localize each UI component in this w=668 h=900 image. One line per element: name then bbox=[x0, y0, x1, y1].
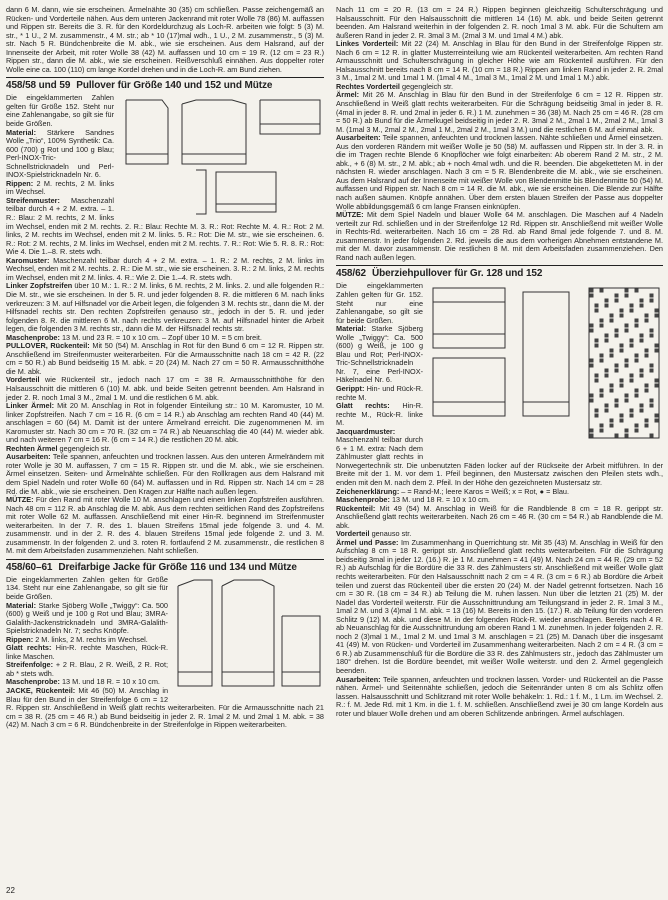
pattern-cell bbox=[600, 319, 604, 323]
lv-label: Linkes Vorderteil: bbox=[336, 39, 399, 49]
pattern-cell bbox=[630, 374, 634, 378]
pattern-cell bbox=[605, 299, 609, 303]
pattern-cell bbox=[610, 389, 614, 393]
ausarb-label: Ausarbeiten: bbox=[336, 133, 381, 143]
s1-intro-text: Die eingeklammerten Zahlen gelten für Größe 152. Steht nur eine Zahlenangabe, so gilt sie für beide Größen. bbox=[6, 93, 114, 129]
pattern-cell bbox=[640, 374, 644, 378]
pattern-cell bbox=[645, 424, 649, 428]
muetze-label: MÜTZE: bbox=[336, 210, 364, 220]
muetze-label: MÜTZE: bbox=[6, 495, 34, 505]
pattern-cell bbox=[650, 364, 654, 368]
pattern-cell bbox=[645, 314, 649, 318]
jacquard-label: Jacquardmuster: bbox=[336, 426, 396, 436]
gerippt-label: Gerippt: bbox=[336, 383, 365, 393]
jacke-label: JACKE, Rückenteil: bbox=[6, 686, 76, 696]
section-heading-458-62 bbox=[336, 268, 663, 279]
ruecken-text: Mit 50 (54) M. Anschlag in Rot für den Bund 6 cm = 12 R. Rippen str. Anschließend im Streifenmuster weiterarbeiten. Für die Armausschnitte nach 18 cm = 42 R. (22 cm = 50 R.) ab Bund beidseitig 15 M. abk. = 20 (24) M. Nach 27 cm = 50 R. Armausschnitthöhe die M. abk. bbox=[6, 341, 324, 376]
glatt-text: Hin-R. rechte Maschen, Rück-R. linke Maschen. bbox=[6, 643, 168, 661]
rueck-label: Rückenteil: bbox=[336, 503, 376, 513]
rechter-text: gegengleich str. bbox=[59, 443, 111, 453]
pattern-cell bbox=[650, 299, 654, 303]
pattern-cell bbox=[620, 344, 624, 348]
lv-text: Mit 22 (24) M. Anschlag in Blau für den Bund in der Streifenfolge Rippen str. Nach 6 cm = 12 R. in glatter Musterreinteilung wie am Rückenteil weiterarbeiten. Am rechten Rand Armausschnitt und Schulterschrägung in gleicher Höhe wie am Rückenteil ausführen. Für den Halsausschnitt bereits nach 8 cm = 14 R. (10 cm = 18 R.) Rippen am linken Rand in jeder 2. R. 2mal 3 M., 1mal 2 M. und 1mal 1 M. (1mal 4 M., 1mal 3 M., 1mal 2 M. und 1mal 1 M.) abk. bbox=[336, 39, 664, 83]
pullover-schematic-diagram bbox=[120, 94, 324, 218]
pattern-cell bbox=[610, 419, 614, 423]
pattern-cell bbox=[595, 339, 599, 343]
pattern-cell bbox=[630, 379, 634, 383]
vorder-label: Vorderteil bbox=[6, 375, 40, 385]
pattern-cell bbox=[645, 384, 649, 388]
pattern-grid bbox=[589, 288, 659, 438]
aermel-label: Ärmel: bbox=[336, 90, 360, 100]
pattern-cell bbox=[635, 429, 639, 433]
pattern-cell bbox=[650, 434, 654, 438]
pattern-cell bbox=[605, 404, 609, 408]
glatt-label: Glatt rechts: bbox=[6, 643, 52, 653]
s3-intro-text: Die eingeklammerten Zahlen gelten für Gr. 152. Steht nur eine Zahlenangabe, so gilt sie für beide Größen. bbox=[336, 281, 423, 325]
pattern-cell bbox=[600, 394, 604, 398]
pattern-cell bbox=[645, 389, 649, 393]
pattern-cell bbox=[610, 384, 614, 388]
pattern-cell bbox=[625, 399, 629, 403]
pattern-cell bbox=[635, 324, 639, 328]
pattern-cell bbox=[610, 314, 614, 318]
pattern-cell bbox=[610, 424, 614, 428]
pattern-cell bbox=[635, 389, 639, 393]
section-title: Dreifarbige Jacke für Größe 116 und 134 und Mütze bbox=[58, 561, 297, 573]
jacquard-pattern-marks bbox=[590, 289, 659, 438]
pattern-cell bbox=[595, 309, 599, 313]
pattern-cell bbox=[620, 414, 624, 418]
pattern-cell bbox=[650, 404, 654, 408]
armel-text: Im Zusammenhang in Querrichtung str. Mit 35 (43) M. Anschlag in Weiß für den Aufschlag 8 cm = 18 R. gerippt str. Anschließend glatt rechts weiterarbeiten. Für die Schrägung beidseitig 3mal in jeder 12. (16.) R. je 1 M. zunehmen = 41 (49) M. Nach 24 cm = 44 R. (29 cm = 52 R.) ab Aufschlag für die Bordüre die 33 R. des Zählmusters str. Anschließend mit weißer Wolle glatt rechts weiterarbeiten. Für den Halsausschnitt nach 2 cm = 4 R. (3 cm = 6 R.) ab Bordüre die Arbeit teilen und zuerst das Rückenteil über die ersten 20 (24) M. der Nadel getrennt fortsetzen. Nach 16 cm = 30 R. (18 cm = 34 R.) ab Teilung die M. ruhen lassen. Nun über die letzten 21 (25) M. der Nadel das Vorderteil weiterstr. Für die Ausschnittrundung am Teilungsrand in jeder 2. R. 1mal 3 M., 1mal 2 M. und 3 (4)mal 1 M. abk. = 13 (16) M. Bereits in den 15. (17.) R. ab Teilung für den vorderen Schlitz 9 (12) M. abk. und diese M. in der folgenden Rück-R. wieder anschlagen. Bereits nach 4 R. ab Neuanschlag für die Ausschnittrundung am oberen Rand 1 M. zunehmen. In jeder folgenden 2. R. noch 2 (3)mal 1 M., 1mal 2 M. und 1mal 3 M. anschlagen = 21 (25) M. Danach über die insgesamt 41 (49) M. von Rücken- und Vorderteil im Zusammenhang weiterarbeiten. Nach 2 cm = 4 R. (3 cm = 6 R.) ab Zusammenschluß für die Bordüre die 33 R. des Zählmusters str., jedoch das Zählmuster um 180° drehen. Ist die Bordüre beendet, mit weißer Wolle weiterstr. und den 2. Ärmel gegengleich beenden. bbox=[336, 537, 663, 676]
streifen-text: Maschenzahl teilbar durch 4 + 2 M. extra. – 1. R.: Blau: 2 M. rechts, 2 M. links im Wechsel, enden mit 2 M. rechts. 2. R.: Blau: Rechte M. 3. R.: Rot: Rechte M. 4. R.: Rot: 2 M. links, 2 M. rechts im Wechsel, enden mit 2 M. links. 5. R.: Rot: Die M. str., wie sie erscheinen. 6. R.: Rot: 2 M. rechts, 2 M. links im Wechsel, enden mit 2 M. rechts. 7. R.: Rot: Wie 5. R. 8. R.: Rot: Wie 4. Die 1.–8. R. stets wdh. bbox=[6, 195, 324, 257]
pattern-cell bbox=[630, 304, 634, 308]
pattern-cell bbox=[610, 354, 614, 358]
page-number: 22 bbox=[6, 886, 15, 895]
karo-text: Maschenzahl teilbar durch 4 + 2 M. extra. – 1. R.: 2 M. rechts, 2 M. links im Wechsel, enden mit 2 M. rechts. 2. R.: Die M. str., wie sie erscheinen. 3. R.: 2 M. links, 2 M. rechts im Wechsel, enden mit 2 M. links. 4. R.: Wie 2. Die 1.–4. R. stets wdh. bbox=[6, 255, 325, 282]
material-text: Starke Sjöberg Wolle „Twiggy“: Ca. 500 (600) g Weiß und je 100 g Rot und Blau; 3MRA-Galalith-Jackenstricknadeln und 3MRA-Galalith-Spielstricknadeln Nr. 7; sechs Knöpfe. bbox=[6, 600, 168, 636]
ausarb-text: Teile spannen, anfeuchten und trocknen lassen. Vorder- und Rückenteil an die Passe nähen. Ärmel- und Seitennähte schließen, jedoch die Seitenränder unten 8 cm als Schlitz offen lassen. Halsausschnitt und Schlitzrand mit roter Wolle behäkeln: 1. Rd.: 1 f. M., 1 Lm. im Wechsel. 2. R.: f. M. Jede Rd. mit 1 Km. in die 1. f. M. schließen. Anschließend zwei je 30 cm lange Kordeln aus roter und blauer Wolle drehen und am oberen Schlitzende anbringen. Ärmel aufschlagen. bbox=[336, 674, 663, 718]
pattern-cell bbox=[650, 399, 654, 403]
pattern-cell bbox=[625, 394, 629, 398]
jacquard-text: Maschenzahl teilbar durch 6 + 1 M. extra: Nach dem Zählmuster glatt rechts in Norwegertechnik str. Die unbenutzten Fäden locker auf der Rückseite der Arbeit mitführen. In der Breite mit der 1. M. vor dem 1. Pfeil beginnen, den Mustersatz zwischen den Pfeilen stets wdh., enden mit den M. nach dem 2. Pfeil. In der Höhe den gezeichneten Mustersatz str. bbox=[336, 435, 663, 487]
streifen-label: Streifenmuster: bbox=[6, 195, 60, 205]
pattern-cell bbox=[590, 359, 594, 363]
pattern-cell bbox=[590, 324, 594, 328]
jacket-schematic-diagram bbox=[174, 576, 324, 696]
ruecken-label: PULLOVER, Rückenteil: bbox=[6, 341, 90, 351]
left-intro-text: dann 6 M. dann, wie sie erscheinen. Ärmelnähte 30 (35) cm schließen. Passe zeichengemäß an Rücken- und Vorderteile nähen. Aus dem unteren Jackenrand mit roter Wolle 78 (86) M. auffassen und Rippen str. Bereits die 3. R. für den Kordeldurchzug als Loch-R. arbeiten wie folgt: 5 (3) M. str., * 1 U., 2 M. zusammenstr., 4 M. str.; ab * 10 (17)mal wdh., 1 U., 2 M. zusammenstr., 5 (3) M. str. Nach 5 R. Bündchenbreite die M. abk., wie sie erscheinen. Aus dem Halsrand, auf der Innenseite der Arbeit, mit roter Wolle 38 (42) M. auffassen und 10 cm = 19 R. (12 cm = 23 R.) Rippen str., dann die M. abk., wie sie erscheinen. Reißverschluß einnähen. Aus doppelter roter Wolle eine ca. 100 (110) cm lange Kordel drehen und in die Loch-R. am Bund ziehen. bbox=[6, 5, 324, 74]
rippen-text: 2 M. rechts, 2 M. links im Wechsel. bbox=[6, 178, 114, 197]
section-heading-458-60 bbox=[6, 562, 324, 573]
pattern-cell bbox=[600, 389, 604, 393]
armel-label: Ärmel und Passe: bbox=[336, 537, 399, 547]
pattern-cell bbox=[625, 294, 629, 298]
section-divider bbox=[336, 265, 663, 266]
rv-label: Rechtes Vorderteil bbox=[336, 81, 400, 91]
pattern-cell bbox=[610, 319, 614, 323]
vorder-label: Vorderteil bbox=[336, 529, 370, 539]
pattern-cell bbox=[600, 424, 604, 428]
pattern-cell bbox=[655, 414, 659, 418]
pattern-cell bbox=[650, 369, 654, 373]
pattern-cell bbox=[620, 379, 624, 383]
section-number: 458/58 und 59 bbox=[6, 80, 71, 92]
rueck-text: Mit 49 (54) M. Anschlag in Weiß für die Randblende 8 cm = 18 R. gerippt str. Anschließend glatt rechts weiterarbeiten. Nach 26 cm = 46 R. (30 cm = 54 R.) ab Randblende die M. abk. bbox=[336, 503, 663, 530]
glatt-label: Glatt rechts: bbox=[336, 401, 390, 411]
muetze-text: Für den Rand mit roter Wolle 10 M. anschlagen und einen linken Zopfstreifen ausführen. Nach 48 cm = 112 R. ab Anschlag die M. abk. Aus dem rechten seitlichen Rand des Zopfstreifens mit roter Wolle 62 M. auffassen. Anschließend mit einer Hin-R. beginnend im Streifenmuster weiterarbeiten. In der 7. R. des 1. blauen Streifens 15mal jede folgende 3. und 4. M. zusammenstr. und in der 2. R. des 4. blauen Streifens 15mal jede folgende 2. und 3. M. zusammenstr. In der folgenden 2. und 3. roten R. fortlaufend 2 M. zusammenstr., die restlichen 8 M. mit dem Arbeitsfaden zusammenziehen. Naht schließen. bbox=[6, 495, 324, 556]
streifen-text: + 2 R. Blau, 2 R. Weiß, 2 R. Rot; ab * stets wdh. bbox=[6, 660, 168, 678]
pattern-cell bbox=[600, 359, 604, 363]
muetze-text: Mit dem Spiel Nadeln und blauer Wolle 64 M. anschlagen. Die Maschen auf 4 Nadeln verteilt zur Rd. schließen und in der Streifenfolge 12 Rd. Rippen str. Anschließend mit weißer Wolle in Rechts-Rd. weiterarbeiten. Nach 16 cm = 28 Rd. ab Rand 8mal jede folgende 7. und 8. M. zusammenstr. In jeder folgenden 2. Rd. jeweils die aus dem vorherigen Abnehmen entstandene M. mit der M. davor zusammenstr. Die restlichen 8 M. mit dem Arbeitsfaden zusammenziehen. Den Rand nach außen legen. bbox=[336, 210, 663, 262]
pattern-cell bbox=[655, 344, 659, 348]
pattern-cell bbox=[615, 329, 619, 333]
pattern-cell bbox=[590, 294, 594, 298]
vorder-text: genauso str. bbox=[371, 529, 412, 539]
pattern-cell bbox=[595, 374, 599, 378]
pattern-cell bbox=[625, 329, 629, 333]
material-label: Material: bbox=[6, 127, 37, 137]
probe-label: Maschenprobe: bbox=[6, 332, 60, 342]
right-intro-text: Nach 11 cm = 20 R. (13 cm = 24 R.) Rippen beginnen gleichzeitig Schulterschrägung und Halsausschnitt. Für den Halsausschnitt die mittleren 14 (16) M. abk. und beide Seiten getrennt beenden. Am Halsrand weiterhin in der folgenden 2. R. noch 1mal 3 M. abk. Für die Schultern am äußeren Rand in jeder 2. R. 3mal 3 M. (2mal 3 M. und 1mal 4 M.) abk. bbox=[336, 5, 663, 40]
ausarb-text: Teile spannen, anfeuchten und trocknen lassen. Aus den unteren Ärmelrändern mit roter Wolle je 30 M. auffassen, 7 cm = 15 R. Rippen str. und die M. abk., wie sie erscheinen. Ärmel einsetzen. Seiten- und Ärmelnähte schließen. Für den Rollkragen aus dem Halsrand mit dem Spiel Nadeln und roter Wolle 60 (64) M. auffassen und in Rd. Rippen str. Nach 14 cm = 28 Rd. die M. abk., wie sie erscheinen. Den Kragen zur Hälfte nach außen legen. bbox=[6, 452, 324, 496]
pattern-cell bbox=[645, 419, 649, 423]
pattern-cell bbox=[615, 399, 619, 403]
pattern-cell bbox=[620, 349, 624, 353]
probe-label: Maschenprobe: bbox=[336, 495, 390, 505]
pattern-cell bbox=[630, 344, 634, 348]
pattern-cell bbox=[630, 409, 634, 413]
pattern-cell bbox=[655, 314, 659, 318]
pattern-cell bbox=[605, 334, 609, 338]
pattern-cell bbox=[595, 379, 599, 383]
pattern-cell bbox=[595, 409, 599, 413]
pattern-cell bbox=[615, 334, 619, 338]
ausarb-text: Teile spannen, anfeuchten und trocknen lassen. Nähte schließen und Ärmel einsetzen. Aus den vorderen Rändern mit weißer Wolle je 50 (58) M. auffassen und Rippen str. In der 3. R. in die im Tragen rechte Blende 6 Knopflöcher wie folgt einarbeiten: Ab oberem Rand 2 M. str., 2 M. abk., + 6 (8) M. str., 2 M. abk.; ab + noch 4mal wdh. und die R. beenden. Die abgeketteten M. in der nächsten R. wieder anschlagen. Nach 3 cm = 5 R. Blendenbreite die M. abk., wie sie erscheinen. Aus dem Halsrand auf der Innenseite mit weißer Wolle von Blendenmitte bis Blendenmitte 50 (54) M. auffassen und Rippen str. Nach 8 cm = 14 R. die M. abk., wie sie erscheinen. Die Blende zur Hälfte nach außen säumen. Knöpfe annähen. Über dem ersten blauen Streifen der Passe aus doppelter Wolle abbildungsgemäß 6 cm lange Fransen einknüpfen. bbox=[336, 133, 663, 211]
ausarb-label: Ausarbeiten: bbox=[6, 452, 51, 462]
pattern-cell bbox=[615, 294, 619, 298]
pattern-cell bbox=[590, 434, 594, 438]
pattern-cell bbox=[615, 369, 619, 373]
probe-text: 13 M. und 18 R. = 10 x 10 cm. bbox=[61, 677, 160, 687]
aermel-text: Mit 20 M. Anschlag in Rot in folgender Einteilung str.: 10 M. Karomuster, 10 M. linker Zopfstreifen. Nach 7 cm = 16 R. (6 cm = 14 R.) ab Anschlag am rechten Rand 40 (44) M. anschlagen = 60 (64) M. Damit ist der untere Ärmelrand erreicht. Die zugenommenen M. im Karomuster str. Nach 30 cm = 70 R. (32 cm = 74 R.) ab Neuanschlag die 40 (44) M. wieder abk. und nach weiteren 7 cm = 16 R. (6 cm = 14 R.) die restlichen 20 M. abk. bbox=[6, 401, 324, 445]
pattern-cell bbox=[640, 334, 644, 338]
pattern-cell bbox=[625, 359, 629, 363]
pattern-cell bbox=[655, 349, 659, 353]
pattern-cell bbox=[615, 404, 619, 408]
pattern-cell bbox=[615, 364, 619, 368]
pattern-cell bbox=[595, 414, 599, 418]
pattern-cell bbox=[650, 329, 654, 333]
pattern-cell bbox=[625, 429, 629, 433]
pattern-cell bbox=[650, 294, 654, 298]
pattern-cell bbox=[635, 319, 639, 323]
vorder-text: wie Rückenteil str., jedoch nach 17 cm = 38 R. Armausschnitthöhe für den Halsausschnitt die mittleren 6 (10) M. abk. und beide Seiten getrennt beenden. Am Halsrand in jeder 2. R. noch 1mal 3 M., 2mal 1 M. und die restlichen 6 M. abk. bbox=[6, 375, 325, 402]
pattern-cell bbox=[590, 289, 594, 293]
pattern-cell bbox=[635, 359, 639, 363]
pattern-cell bbox=[640, 304, 644, 308]
zopf-label: Linker Zopfstreifen bbox=[6, 281, 73, 291]
glatt-text: Hin-R. rechte M., Rück-R. linke M. bbox=[336, 401, 424, 428]
zopf-text: über 10 M.: 1. R.: 2 M. links, 6 M. rechts, 2 M. links. 2. und alle folgenden R.: Die M. str., wie sie erscheinen. In der 5. R. und jeder folgenden 8. R. die mittleren 6 M. nach links verkreuzen: 3 M. auf Hilfsnadel vor die Arbeit legen, die folgenden 3 M. rechts str., dann die M. der Hilfsnadel rechts str. Den rechten Zopfstreifen genauso str., jedoch in der 5. R. und jeder folgenden 8. R. die mittleren 6 M. nach rechts verkreuzen: 3 M. auf Hilfsnadel hinter die Arbeit legen, die folgenden 3 M. rechts str., dann die M. der Hilfsnadel rechts str. bbox=[6, 281, 324, 334]
ausarb-label: Ausarbeiten: bbox=[336, 674, 381, 684]
pattern-cell bbox=[625, 434, 629, 438]
pattern-cell bbox=[590, 429, 594, 433]
pattern-cell bbox=[605, 374, 609, 378]
pattern-cell bbox=[635, 354, 639, 358]
probe-text: 13 M. und 18 R. = 10 x 10 cm. bbox=[391, 495, 490, 505]
pattern-cell bbox=[595, 344, 599, 348]
pattern-cell bbox=[645, 349, 649, 353]
pattern-cell bbox=[640, 409, 644, 413]
material-text: Stärkere Sandnes Wolle „Trio“, 100% Synthetik: Ca. 600 (700) g Rot und 100 g Blau; Perl-INOX-Tric-Schnellstricknadeln und Perl-INOX-Spielstricknadeln Nr. 6. bbox=[6, 127, 114, 180]
rippen-label: Rippen: bbox=[6, 178, 34, 188]
s2-intro-text: Die eingeklammerten Zahlen gelten für Größe 134. Steht nur eine Zahlenangabe, so gilt sie für beide Größen. bbox=[6, 574, 168, 601]
right-column bbox=[336, 6, 663, 718]
pattern-cell bbox=[640, 339, 644, 343]
pattern-cell bbox=[630, 309, 634, 313]
pattern-cell bbox=[620, 384, 624, 388]
rippen-label: Rippen: bbox=[6, 634, 34, 644]
pattern-cell bbox=[655, 309, 659, 313]
rechter-label: Rechten Ärmel bbox=[6, 443, 58, 453]
pattern-cell bbox=[600, 324, 604, 328]
pattern-cell bbox=[610, 349, 614, 353]
pattern-cell bbox=[600, 429, 604, 433]
gerippt-text: Hin- und Rück-R. rechte M. bbox=[336, 383, 423, 402]
aermel-text: Mit 26 M. Anschlag in Blau für den Bund in der Streifenfolge 6 cm = 12 R. Rippen str. Anschließend in Weiß glatt rechts weiterarbeiten. Für die Schrägung beidseitig 3mal in jeder 8. R. (4mal in jeder 8. R. und 2mal in jeder 6. R.) 1 M. zunehmen = 36 (38) M. Nach 25 cm = 46 R. (28 cm = 50 R.) ab Bund für die Ärmelkugel beidseitig in jeder 2. R. 3mal 2 M., 2mal 1 M., 2mal 2 M., 1mal 3 M. (1mal 3 M., 2mal 2 M., 2mal 1 M., 2mal 2 M., 1mal 3 M.) und die restlichen 6 M. auf einmal abk. bbox=[336, 90, 663, 134]
pattern-cell bbox=[605, 339, 609, 343]
streifen-label: Streifenfolge: bbox=[6, 660, 54, 670]
rv-text: gegengleich str. bbox=[401, 81, 454, 91]
pattern-cell bbox=[615, 434, 619, 438]
left-column bbox=[6, 6, 324, 730]
section-number: 458/62 bbox=[336, 268, 366, 280]
pattern-cell bbox=[600, 289, 604, 293]
pattern-cell bbox=[600, 354, 604, 358]
pattern-cell bbox=[640, 369, 644, 373]
pattern-cell bbox=[605, 409, 609, 413]
section-title: Überziehpullover für Gr. 128 und 152 bbox=[372, 268, 543, 280]
pattern-cell bbox=[640, 404, 644, 408]
jacke-text: Mit 46 (50) M. Anschlag in Blau für den Bund in der Streifenfolge 6 cm = 12 R. Rippen str. Anschließend in Weiß glatt rechts weiterarbeiten. Für die Armausschnitte nach 21 cm = 38 R. (25 cm = 46 R.) ab Bund beidseitig in jeder 2. R. 1mal 2 M. und 2mal 1 M. abk. = 38 (42) M. Nach 3 cm = 6 R. Bündchenbreite in der Streifenfolge in Rippen weiterarbeiten. bbox=[6, 686, 324, 730]
pattern-cell bbox=[655, 384, 659, 388]
pattern-cell bbox=[635, 289, 639, 293]
material-label: Material: bbox=[6, 600, 37, 610]
pattern-cell bbox=[630, 339, 634, 343]
zeichen-text: – = Rand-M.; leere Karos = Weiß; x = Rot, ● = Blau. bbox=[401, 486, 570, 496]
pattern-cell bbox=[605, 304, 609, 308]
zeichen-label: Zeichenerklärung: bbox=[336, 486, 400, 496]
pattern-cell bbox=[620, 314, 624, 318]
pattern-cell bbox=[590, 364, 594, 368]
material-label: Material: bbox=[336, 324, 367, 334]
pattern-cell bbox=[625, 324, 629, 328]
pattern-cell bbox=[625, 364, 629, 368]
section-title: Pullover für Größe 140 und 152 und Mütze bbox=[76, 80, 273, 92]
pattern-cell bbox=[620, 309, 624, 313]
pattern-cell bbox=[595, 304, 599, 308]
pattern-cell bbox=[655, 419, 659, 423]
pattern-cell bbox=[590, 394, 594, 398]
aermel-label: Linker Ärmel: bbox=[6, 401, 55, 411]
karo-label: Karomuster: bbox=[6, 255, 50, 265]
pattern-cell bbox=[625, 289, 629, 293]
pattern-cell bbox=[635, 394, 639, 398]
pattern-cell bbox=[615, 299, 619, 303]
section-divider bbox=[6, 559, 324, 560]
pattern-cell bbox=[605, 369, 609, 373]
pattern-cell bbox=[630, 414, 634, 418]
pattern-cell bbox=[640, 299, 644, 303]
pattern-cell bbox=[650, 334, 654, 338]
pattern-cell bbox=[645, 319, 649, 323]
probe-label: Maschenprobe: bbox=[6, 677, 60, 687]
rippen-text: 2 M. links, 2 M. rechts im Wechsel. bbox=[35, 634, 148, 644]
pattern-cell bbox=[645, 354, 649, 358]
section-divider bbox=[6, 77, 324, 78]
pattern-cell bbox=[620, 419, 624, 423]
probe-text: 13 M. und 23 R. = 10 x 10 cm. – Zopf über 10 M. = 5 cm breit. bbox=[61, 332, 262, 342]
pattern-cell bbox=[590, 329, 594, 333]
material-text: Starke Sjöberg Wolle „Twiggy“: Ca. 500 (600) g Weiß, je 100 g Blau und Rot; Perl-INOX-Tric-Schnellstricknadeln Nr. 7, eine Perl-INOX-Häkelnadel Nr. 6. bbox=[336, 324, 423, 385]
pattern-cell bbox=[635, 424, 639, 428]
section-number: 458/60–61 bbox=[6, 561, 53, 573]
pattern-cell bbox=[590, 399, 594, 403]
section-heading-458-58 bbox=[6, 80, 324, 91]
sweater-schematic-and-pattern-chart bbox=[429, 282, 663, 452]
pattern-cell bbox=[655, 379, 659, 383]
